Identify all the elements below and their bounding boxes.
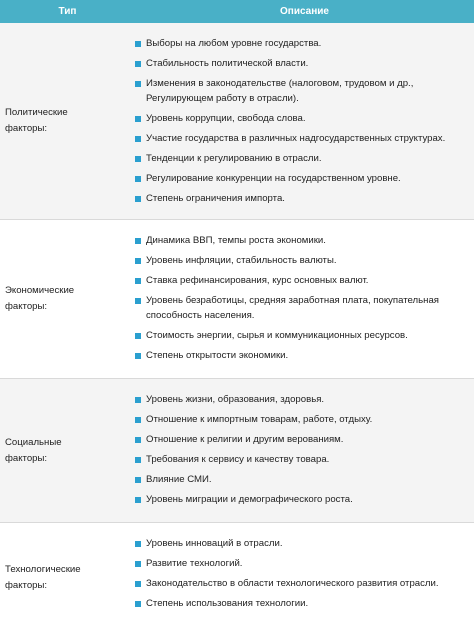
list-item: Требования к сервису и качеству товара.	[135, 452, 474, 467]
square-bullet-icon	[135, 437, 141, 443]
row-description-cell	[135, 523, 474, 632]
list-item: Участие государства в различных надгосударственных структурах.	[135, 131, 474, 146]
square-bullet-icon	[135, 258, 141, 264]
list-item: Степень открытости экономики.	[135, 348, 474, 363]
row-type-cell	[0, 523, 135, 632]
square-bullet-icon	[135, 136, 141, 142]
list-item: Выборы на любом уровне государства.	[135, 36, 474, 51]
list-item: Регулирование конкуренции на государственном уровне.	[135, 171, 474, 186]
row-type-label: Политические факторы:	[5, 107, 68, 134]
list-item: Уровень миграции и демографического роста.	[135, 492, 474, 507]
list-item: Отношение к импортным товарам, работе, отдыху.	[135, 412, 474, 427]
square-bullet-icon	[135, 457, 141, 463]
square-bullet-icon	[135, 41, 141, 47]
square-bullet-icon	[135, 81, 141, 87]
square-bullet-icon	[135, 541, 141, 547]
table-header	[0, 0, 474, 23]
list-item: Изменения в законодательстве (налоговом, трудовом и др., Регулирующем работу в отрасли).	[135, 76, 474, 106]
table-row-political	[0, 23, 474, 220]
list-item: Стоимость энергии, сырья и коммуникационных ресурсов.	[135, 328, 474, 343]
row-description-cell	[135, 379, 474, 522]
square-bullet-icon	[135, 196, 141, 202]
square-bullet-icon	[135, 497, 141, 503]
table-row-social	[0, 379, 474, 523]
header-description: Описание	[280, 6, 329, 17]
list-item: Уровень жизни, образования, здоровья.	[135, 392, 474, 407]
table-row-technological	[0, 523, 474, 632]
list-item: Тенденции к регулированию в отрасли.	[135, 151, 474, 166]
list-item: Уровень инфляции, стабильность валюты.	[135, 253, 474, 268]
list-item: Динамика ВВП, темпы роста экономики.	[135, 233, 474, 248]
row-description-cell	[135, 220, 474, 378]
row-type-label: Социальные факторы:	[5, 436, 62, 464]
row-type-cell	[0, 23, 135, 219]
list-item: Степень ограничения импорта.	[135, 191, 474, 206]
square-bullet-icon	[135, 581, 141, 587]
square-bullet-icon	[135, 477, 141, 483]
row-description-cell	[135, 23, 474, 219]
list-item: Отношение к религии и другим верованиям.	[135, 432, 474, 447]
square-bullet-icon	[135, 116, 141, 122]
square-bullet-icon	[135, 417, 141, 423]
square-bullet-icon	[135, 61, 141, 67]
square-bullet-icon	[135, 298, 141, 304]
table-row-economic	[0, 220, 474, 379]
list-item: Уровень коррупции, свобода слова.	[135, 111, 474, 126]
square-bullet-icon	[135, 353, 141, 359]
square-bullet-icon	[135, 561, 141, 567]
square-bullet-icon	[135, 601, 141, 607]
square-bullet-icon	[135, 333, 141, 339]
row-type-cell	[0, 379, 135, 522]
row-type-label: Экономические факторы:	[5, 285, 75, 312]
list-item: Уровень безработицы, средняя заработная плата, покупательная способность населения.	[135, 293, 474, 323]
list-item: Развитие технологий.	[135, 556, 474, 571]
row-type-cell	[0, 220, 135, 378]
list-item: Уровень инноваций в отрасли.	[135, 536, 474, 551]
row-type-label: Технологические факторы:	[5, 563, 81, 591]
square-bullet-icon	[135, 156, 141, 162]
square-bullet-icon	[135, 176, 141, 182]
square-bullet-icon	[135, 278, 141, 284]
list-item: Влияние СМИ.	[135, 472, 474, 487]
square-bullet-icon	[135, 238, 141, 244]
list-item: Степень использования технологии.	[135, 596, 474, 611]
list-item: Стабильность политической власти.	[135, 56, 474, 71]
list-item: Ставка рефинансирования, курс основных валют.	[135, 273, 474, 288]
square-bullet-icon	[135, 397, 141, 403]
header-type: Тип	[58, 6, 77, 17]
list-item: Законодательство в области технологического развития отрасли.	[135, 576, 474, 591]
